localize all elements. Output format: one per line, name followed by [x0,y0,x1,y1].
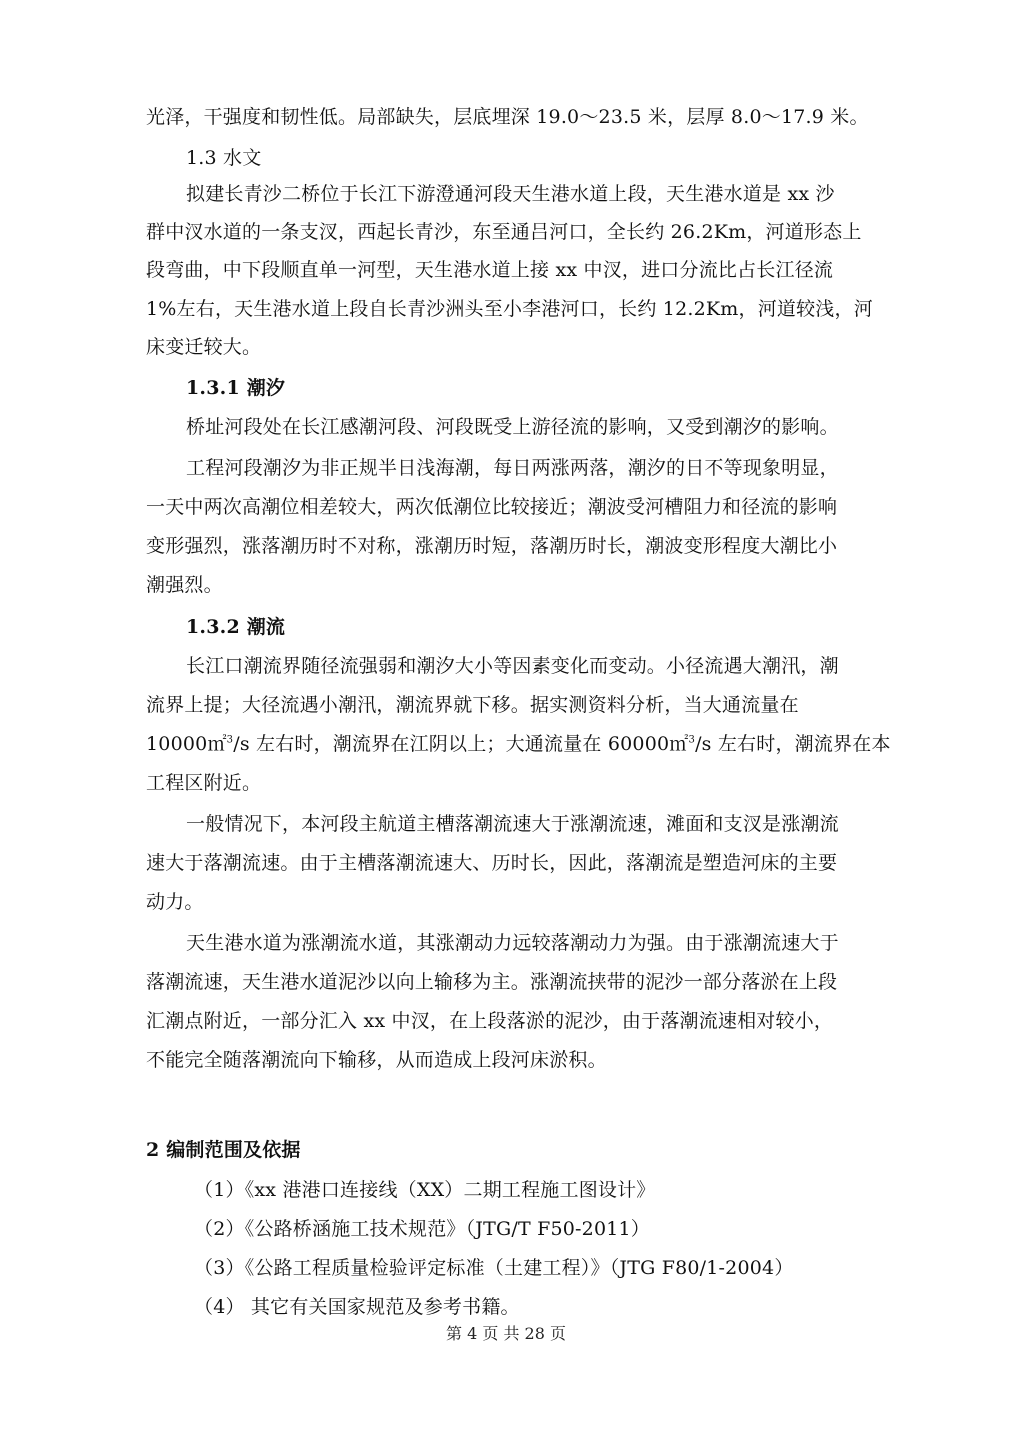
paragraph-line: 光泽，干强度和韧性低。局部缺失，层底埋深 19.0～23.5 米，层厚 8.0～17.9 米。 [146,106,869,128]
paragraph-line: 动力。 [146,891,204,913]
reference-item: （2）《公路桥涵施工技术规范》（JTG/T F50-2011） [194,1218,651,1240]
page-footer: 第 4 页 共 28 页 [446,1324,566,1343]
paragraph-line: 流界上提；大径流遇小潮汛，潮流界就下移。据实测资料分析，当大通流量在 [146,694,799,716]
paragraph-line: 汇潮点附近，一部分汇入 xx 中汊，在上段落淤的泥沙，由于落潮流速相对较小， [146,1010,834,1032]
superscript: 3 [688,734,696,746]
paragraph-line: 工程区附近。 [146,772,262,794]
superscript: 3 [226,734,234,746]
section-heading-1-3-2: 1.3.2 潮流 [186,616,286,638]
text-segment: /s 左右时，潮流界在江阴以上；大通流量在 60000㎡ [233,733,689,755]
paragraph-line: 床变迁较大。 [146,336,262,358]
reference-item: （4） 其它有关国家规范及参考书籍。 [194,1296,520,1318]
paragraph-line: 一般情况下，本河段主航道主槽落潮流速大于涨潮流速，滩面和支汊是涨潮流 [186,813,839,835]
paragraph-line: 段弯曲，中下段顺直单一河型，天生港水道上接 xx 中汊，进口分流比占长江径流 [146,259,834,281]
text-segment: /s 左右时，潮流界在本 [695,733,891,755]
reference-item: （3）《公路工程质量检验评定标准（土建工程）》（JTG F80/1-2004） [194,1257,794,1279]
section-heading-1-3-1: 1.3.1 潮汐 [186,377,286,399]
paragraph-line: 一天中两次高潮位相差较大，两次低潮位比较接近；潮波受河槽阻力和径流的影响 [146,496,838,518]
paragraph-line: 1%左右，天生港水道上段自长青沙洲头至小李港河口，长约 12.2Km，河道较浅，河 [146,298,873,320]
paragraph-line: 群中汊水道的一条支汊，西起长青沙，东至通吕河口，全长约 26.2Km，河道形态上 [146,221,862,243]
paragraph-line: 不能完全随落潮流向下输移，从而造成上段河床淤积。 [146,1049,607,1071]
text-segment: 10000㎡ [146,733,227,755]
section-heading-2: 2 编制范围及依据 [146,1139,301,1161]
paragraph-line: 天生港水道为涨潮流水道，其涨潮动力远较落潮动力为强。由于涨潮流速大于 [186,932,839,954]
paragraph-line: 速大于落潮流速。由于主槽落潮流速大、历时长，因此，落潮流是塑造河床的主要 [146,852,838,874]
paragraph-line: 潮强烈。 [146,574,223,596]
paragraph-line: 长江口潮流界随径流强弱和潮汐大小等因素变化而变动。小径流遇大潮汛，潮 [186,655,839,677]
section-heading-1-3: 1.3 水文 [186,147,262,169]
paragraph-line [146,731,891,757]
paragraph-line: 工程河段潮汐为非正规半日浅海潮，每日两涨两落，潮汐的日不等现象明显， [186,457,839,479]
paragraph-line: 拟建长青沙二桥位于长江下游澄通河段天生港水道上段，天生港水道是 xx 沙 [186,183,835,205]
paragraph-line: 落潮流速，天生港水道泥沙以向上输移为主。涨潮流挟带的泥沙一部分落淤在上段 [146,971,838,993]
reference-item: （1）《xx 港港口连接线（XX）二期工程施工图设计》 [194,1179,656,1201]
paragraph-line: 桥址河段处在长江感潮河段、河段既受上游径流的影响，又受到潮汐的影响。 [186,416,839,438]
paragraph-line: 变形强烈，涨落潮历时不对称，涨潮历时短，落潮历时长，潮波变形程度大潮比小 [146,535,838,557]
